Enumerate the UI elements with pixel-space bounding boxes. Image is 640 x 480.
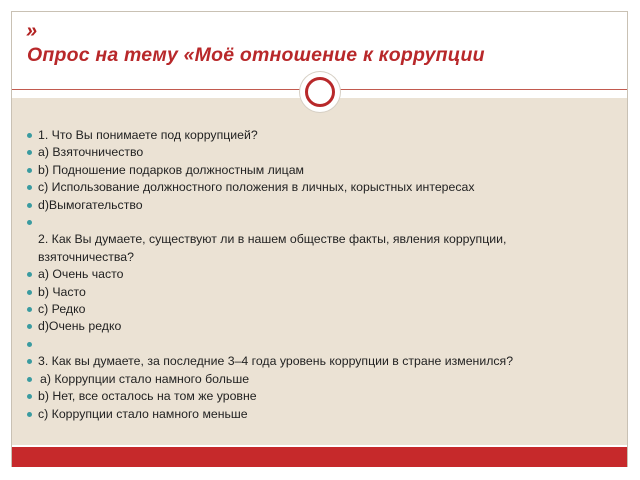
list-item bbox=[0, 197, 600, 214]
chevron-icon: » bbox=[26, 20, 38, 42]
list-item-text: b) Часто bbox=[38, 284, 86, 299]
list-item bbox=[0, 127, 600, 144]
survey-list bbox=[0, 127, 600, 423]
list-item bbox=[0, 266, 600, 283]
list-item-text: b) Подношение подарков должностным лицам bbox=[38, 162, 305, 177]
bullet-icon bbox=[27, 168, 32, 173]
list-item-text: a) Коррупции стало намного больше bbox=[40, 371, 250, 386]
bullet-icon bbox=[27, 377, 32, 382]
bottom-bar bbox=[12, 447, 627, 467]
list-item-text: c) Редко bbox=[38, 302, 86, 317]
list-item-text: d)Вымогательство bbox=[38, 197, 143, 212]
circle-ring-icon bbox=[305, 77, 335, 107]
list-item bbox=[0, 284, 600, 301]
bullet-icon bbox=[27, 290, 32, 295]
bullet-icon bbox=[27, 307, 32, 312]
list-item bbox=[0, 144, 600, 161]
bullet-icon bbox=[27, 324, 32, 329]
list-item-text: 2. Как Вы думаете, существуют ли в нашем обществе факты, явления коррупции, взяточничества? bbox=[38, 232, 507, 264]
list-item bbox=[0, 388, 600, 405]
list-item-text: a) Очень часто bbox=[38, 267, 124, 282]
list-item bbox=[0, 406, 600, 423]
list-item bbox=[0, 318, 600, 335]
slide-title: Опрос на тему «Моё отношение к коррупции bbox=[27, 44, 485, 66]
list-item bbox=[0, 353, 600, 370]
bullet-icon bbox=[27, 412, 32, 417]
list-item bbox=[0, 231, 578, 266]
list-item bbox=[0, 162, 600, 179]
list-item-text: c) Использование должностного положения в личных, корыстных интересах bbox=[38, 180, 475, 195]
bullet-icon bbox=[27, 220, 32, 225]
list-item-text: b) Нет, все осталось на том же уровне bbox=[38, 389, 257, 404]
list-item bbox=[0, 214, 600, 231]
list-item-text: a) Взяточничество bbox=[38, 145, 144, 160]
list-item-text: d)Очень редко bbox=[38, 319, 122, 334]
bullet-icon bbox=[27, 150, 32, 155]
bullet-icon bbox=[27, 359, 32, 364]
bullet-icon bbox=[27, 133, 32, 138]
list-item-text: c) Коррупции стало намного меньше bbox=[38, 406, 248, 421]
bullet-icon bbox=[27, 185, 32, 190]
bullet-icon bbox=[27, 394, 32, 399]
list-item bbox=[0, 371, 600, 388]
list-item bbox=[0, 336, 600, 353]
bullet-icon bbox=[27, 203, 32, 208]
list-item bbox=[0, 179, 600, 196]
list-item-text: 3. Как вы думаете, за последние 3–4 года уровень коррупции в стране изменился? bbox=[38, 354, 514, 369]
list-item bbox=[0, 301, 600, 318]
circle-ornament-icon bbox=[300, 72, 340, 112]
list-item-text: 1. Что Вы понимаете под коррупцией? bbox=[38, 128, 258, 142]
bullet-icon bbox=[27, 342, 32, 347]
bullet-icon bbox=[27, 272, 32, 277]
